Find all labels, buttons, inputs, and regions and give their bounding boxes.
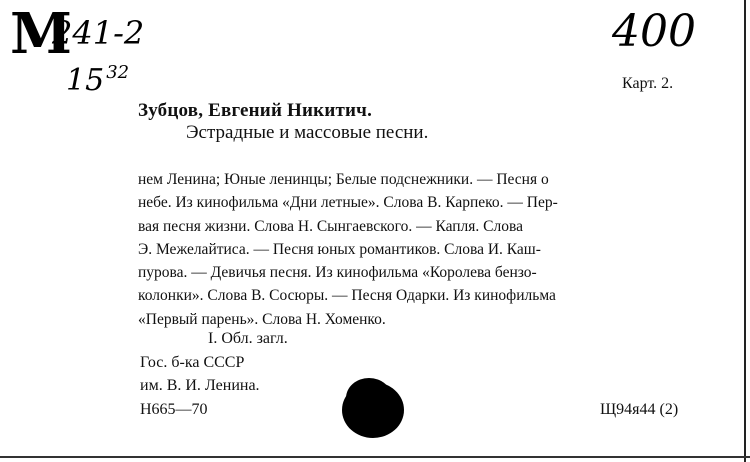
call-number-main: 15 (66, 63, 105, 98)
subject-entry: I. Обл. загл. (208, 330, 288, 347)
contents-line: небе. Из кинофильма «Дни летные». Слова В. Карпеко. — Пер- (138, 194, 558, 212)
ink-blot (342, 382, 404, 438)
library-name: Гос. б-ка СССР (140, 354, 245, 371)
work-title: Эстрадные и массовые песни. (186, 122, 429, 143)
handwritten-inventory-number: 400 (612, 6, 696, 57)
contents-line: Э. Межелайтиса. — Песня юных романтиков. Слова И. Каш- (138, 240, 541, 258)
author-heading: Зубцов, Евгений Никитич. (138, 100, 373, 121)
card-bottom-edge (0, 456, 750, 458)
library-name-continued: им. В. И. Ленина. (140, 377, 260, 394)
call-number-superscript: 32 (106, 62, 130, 83)
print-order-number: Н665—70 (140, 401, 208, 418)
handwritten-shelf-mark: М (10, 1, 72, 67)
handwritten-call-number-top: 241-2 (52, 14, 145, 52)
card-right-edge (744, 0, 746, 462)
contents-line: пурова. — Девичья песня. Из кинофильма «Королева бензо- (138, 264, 537, 282)
contents-line: нем Ленина; Юные ленинцы; Белые подснежники. — Песня о (138, 171, 549, 188)
handwritten-call-number-bottom (66, 56, 129, 98)
card-number-label: Карт. 2. (622, 75, 674, 92)
contents-note (138, 168, 694, 331)
contents-line: «Первый парень». Слова Н. Хоменко. (138, 310, 386, 328)
contents-line: вая песня жизни. Слова Н. Сынгаевского. — Капля. Слова (138, 217, 523, 235)
classification-code: Щ94я44 (2) (600, 401, 679, 418)
contents-line: колонки». Слова В. Сосюры. — Песня Одарки. Из кинофильма (138, 287, 556, 305)
